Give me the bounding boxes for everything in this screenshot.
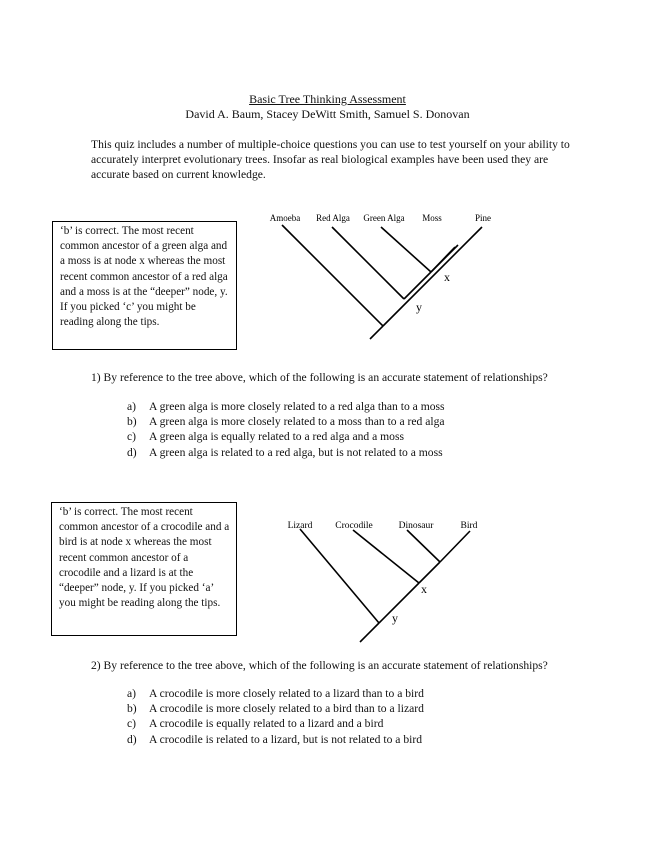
option-text: A crocodile is equally related to a lizard and a bird bbox=[149, 717, 384, 731]
question-1: 1) By reference to the tree above, which of the following is an accurate statement of relationships? bbox=[91, 371, 548, 384]
option-label: b) bbox=[127, 702, 137, 716]
intro-paragraph: This quiz includes a number of multiple-choice questions you can use to test yourself on your ability to accurately interpret evolutionary trees. Insofar as real biological examples have been used they are accurate based on current knowledge. bbox=[91, 138, 570, 181]
option-text: A green alga is more closely related to a moss than to a red alga bbox=[149, 415, 445, 429]
tree2-branch-x-to-inner bbox=[419, 562, 440, 583]
option-label: b) bbox=[127, 415, 137, 429]
tree1-taxon-amoeba: Amoeba bbox=[269, 213, 301, 223]
tree-diagram-2 bbox=[280, 513, 500, 645]
tree-diagram-1 bbox=[255, 205, 515, 345]
option-2b[interactable] bbox=[127, 701, 424, 716]
options-list-2 bbox=[127, 686, 424, 747]
option-1c[interactable] bbox=[127, 429, 445, 444]
tree2-taxon-lizard: Lizard bbox=[287, 521, 313, 531]
authors-line: David A. Baum, Stacey DeWitt Smith, Samuel S. Donovan bbox=[185, 107, 470, 121]
answer-box-2: ‘b’ is correct. The most recent common ancestor of a crocodile and a bird is at node x whereas the most recent common ancestor of a crocodile and a lizard is at the “deeper” node, y. If you picked ‘a’ you might be reading along the tips. bbox=[51, 502, 237, 636]
option-label: c) bbox=[127, 717, 137, 731]
option-text: A green alga is more closely related to a red alga than to a moss bbox=[149, 400, 445, 413]
option-label: a) bbox=[127, 400, 137, 413]
tree2-branch-dinosaur bbox=[407, 530, 440, 562]
option-text: A crocodile is more closely related to a bird than to a lizard bbox=[149, 702, 424, 716]
options-list-1 bbox=[127, 399, 445, 460]
option-1b[interactable] bbox=[127, 414, 445, 429]
tree1-taxon-moss: Moss bbox=[422, 213, 442, 223]
tree2-branch-crocodile bbox=[353, 530, 419, 583]
tree1-branch-moss-from-y bbox=[404, 272, 431, 299]
option-label: d) bbox=[127, 445, 137, 459]
tree2-taxon-crocodile: Crocodile bbox=[335, 521, 373, 531]
option-2d[interactable] bbox=[127, 732, 424, 747]
tree2-node-y: y bbox=[392, 611, 398, 625]
tree2-node-x: x bbox=[421, 582, 427, 596]
tree1-branch-amoeba bbox=[282, 225, 383, 326]
tree2-branch-lizard bbox=[300, 529, 379, 623]
tree1-taxon-pine: Pine bbox=[474, 213, 492, 223]
tree1-node-x: x bbox=[444, 270, 450, 284]
option-text: A crocodile is more closely related to a lizard than to a bird bbox=[149, 687, 424, 700]
option-2a[interactable] bbox=[127, 686, 424, 701]
question-2: 2) By reference to the tree above, which of the following is an accurate statement of relationships? bbox=[91, 659, 548, 672]
tree2-taxon-bird: Bird bbox=[460, 521, 478, 531]
option-label: c) bbox=[127, 430, 137, 444]
page-title: Basic Tree Thinking Assessment bbox=[249, 92, 406, 106]
option-1d[interactable] bbox=[127, 445, 445, 460]
tree1-taxon-green-alga: Green Alga bbox=[363, 213, 405, 223]
option-2c[interactable] bbox=[127, 716, 424, 731]
tree2-branch-y-to-x bbox=[379, 583, 419, 623]
answer-box-1: ‘b’ is correct. The most recent common ancestor of a green alga and a moss is at node x whereas the most recent common ancestor of a red alga and a moss is at the “deeper” node, y. If you picked ‘c’ you might be reading along the tips. bbox=[52, 221, 237, 350]
option-text: A green alga is related to a red alga, but is not related to a moss bbox=[149, 445, 443, 459]
tree1-branch-trunk bbox=[370, 326, 383, 339]
tree2-branch-bird bbox=[440, 531, 470, 562]
tree1-node-y: y bbox=[416, 300, 422, 314]
option-label: a) bbox=[127, 687, 137, 700]
tree2-branch-trunk bbox=[360, 623, 379, 642]
option-text: A green alga is equally related to a red alga and a moss bbox=[149, 430, 404, 444]
tree1-branch-moss bbox=[381, 227, 431, 272]
option-text: A crocodile is related to a lizard, but is not related to a bird bbox=[149, 732, 423, 746]
option-1a[interactable] bbox=[127, 399, 445, 414]
tree2-taxon-dinosaur: Dinosaur bbox=[398, 521, 434, 531]
tree1-branch-inner bbox=[431, 247, 455, 272]
option-label: d) bbox=[127, 732, 137, 746]
tree1-taxon-red-alga: Red Alga bbox=[316, 213, 350, 223]
